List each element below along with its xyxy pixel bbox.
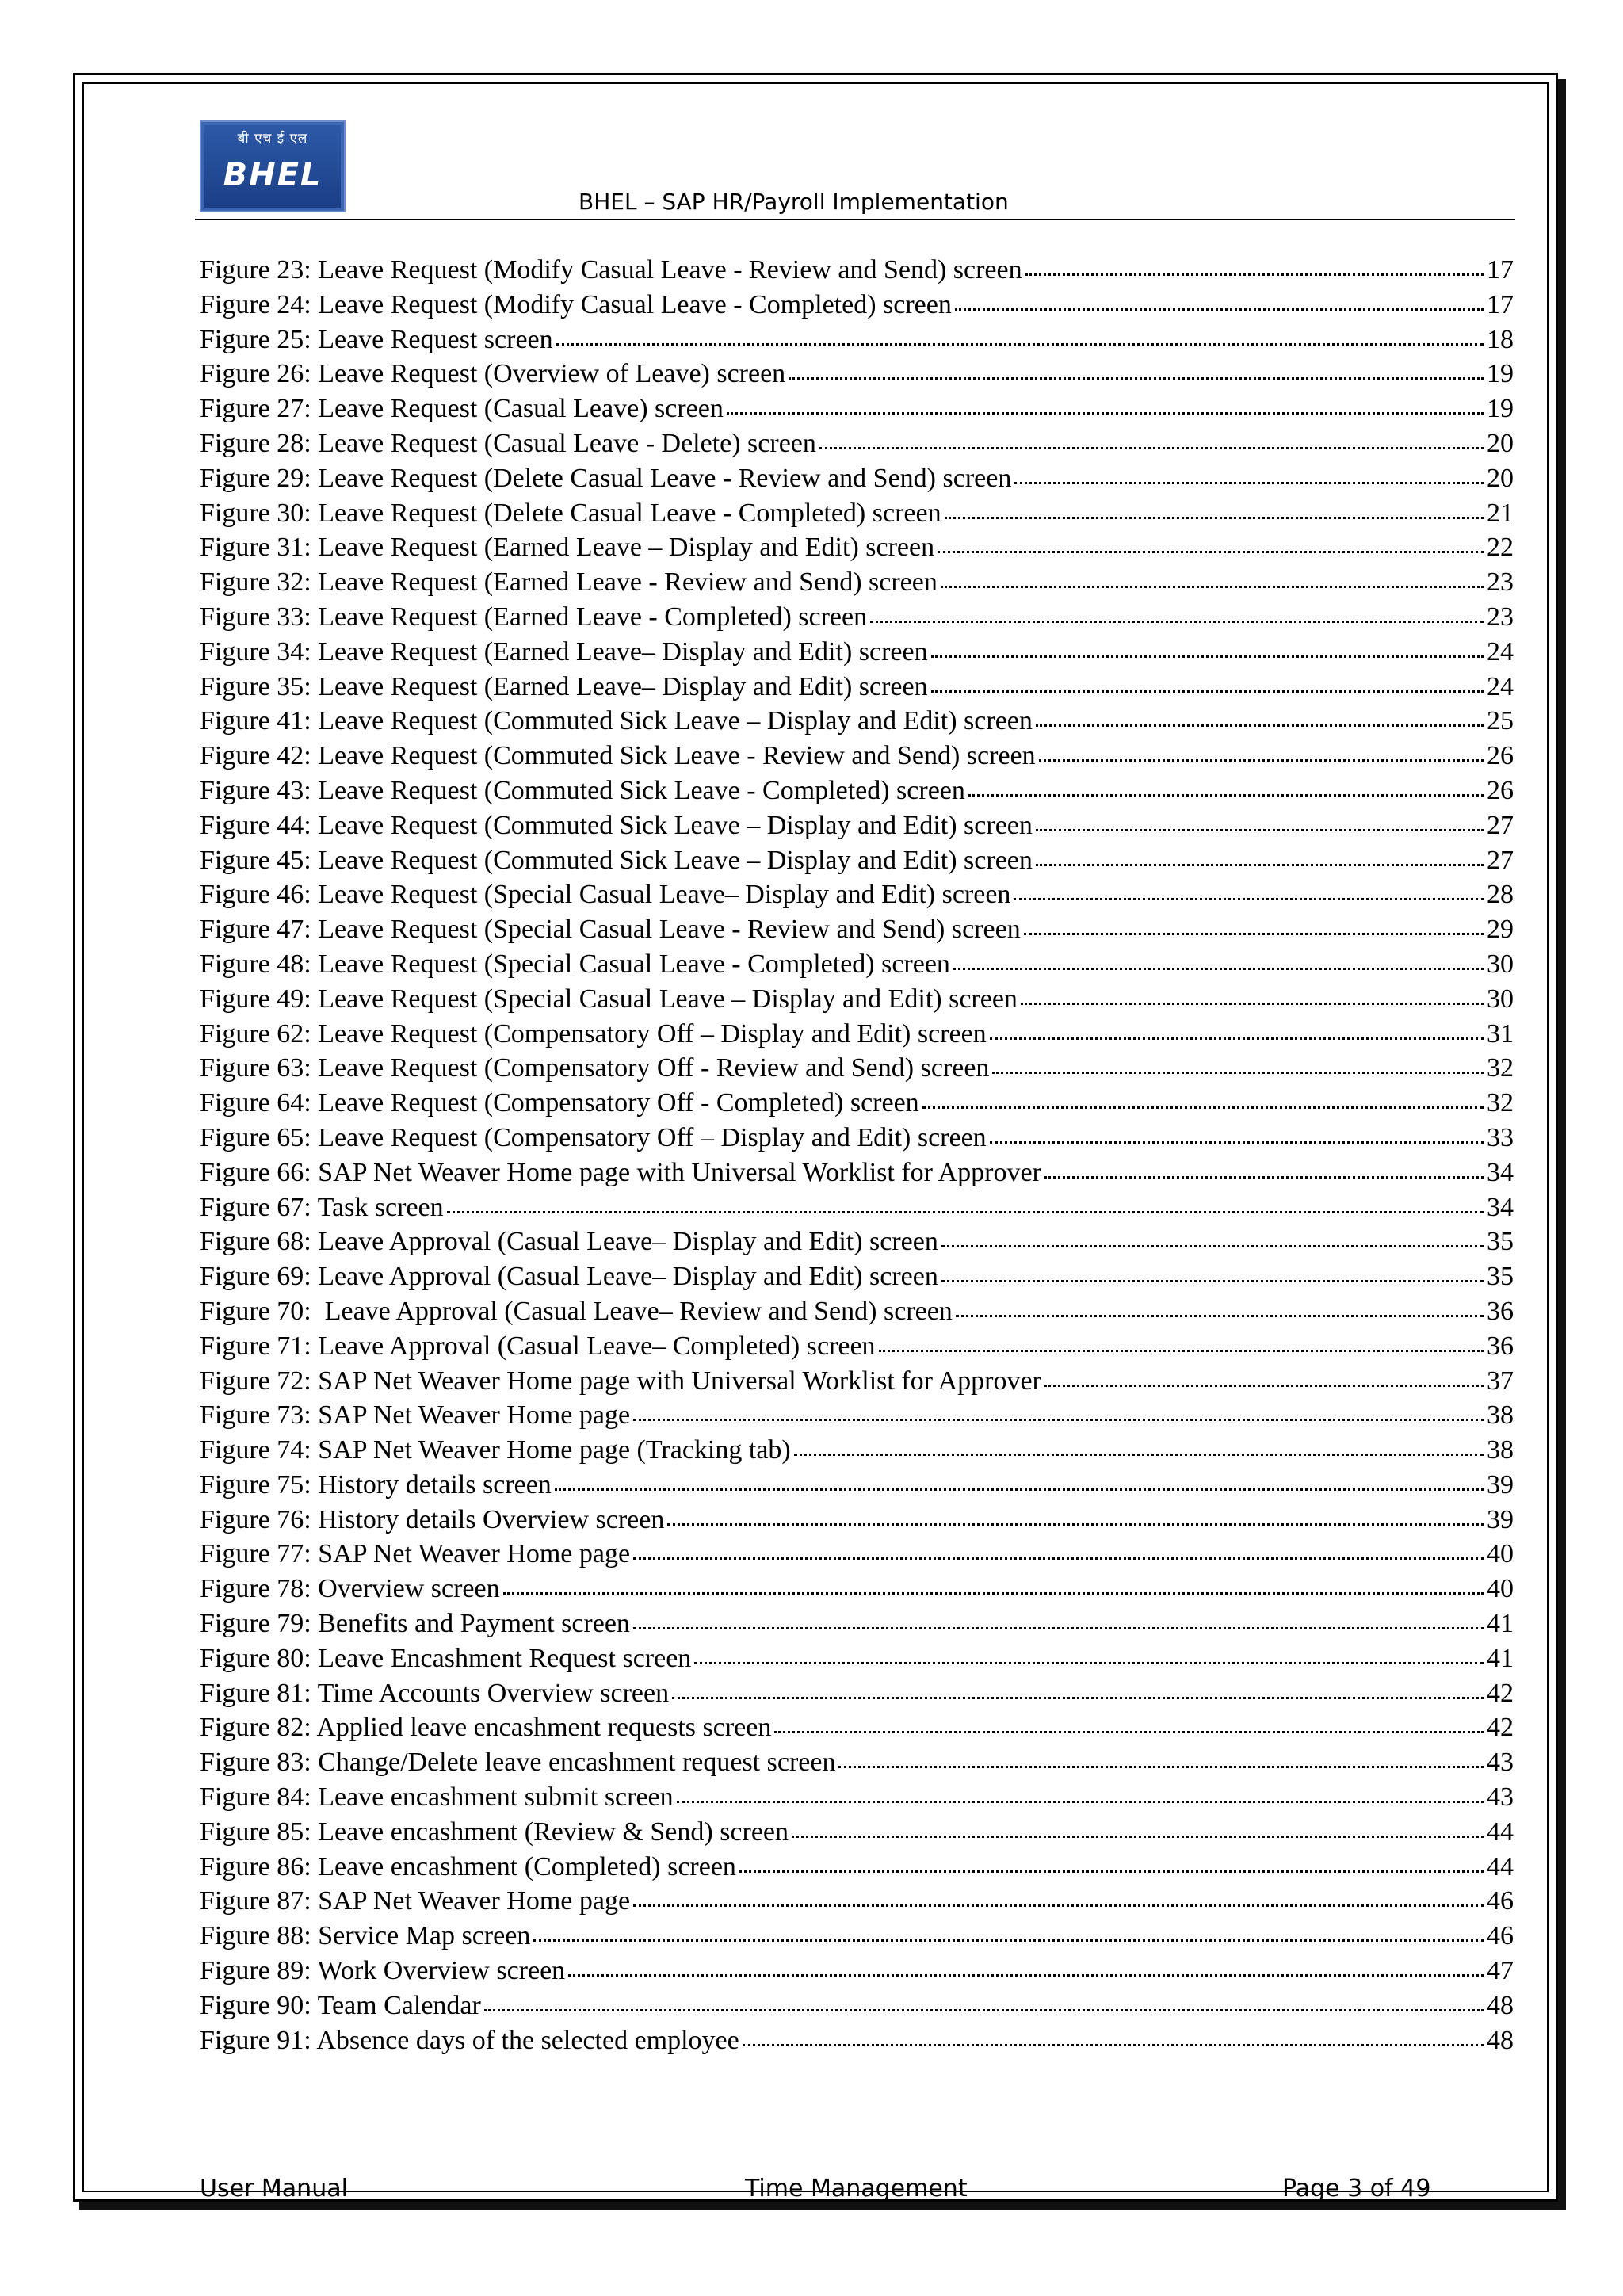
toc-entry[interactable] [200,811,1514,846]
toc-entry-page: 48 [1487,2025,1514,2055]
toc-dot-leader [667,1523,1484,1526]
toc-entry-label: Figure 71: Leave Approval (Casual Leave– Completed) screen [200,1331,876,1361]
toc-entry[interactable] [200,1470,1514,1505]
footer-page-number: Page 3 of 49 [1282,2175,1431,2202]
toc-dot-leader [1044,1176,1484,1179]
toc-entry-page: 17 [1487,255,1514,285]
toc-dot-leader [794,1454,1484,1456]
toc-entry-page: 21 [1487,498,1514,528]
toc-entry[interactable] [200,1713,1514,1748]
toc-entry-page: 23 [1487,602,1514,632]
toc-entry[interactable] [200,1679,1514,1713]
toc-entry-label: Figure 66: SAP Net Weaver Home page with Universal Worklist for Approver [200,1157,1041,1187]
toc-entry-label: Figure 91: Absence days of the selected employee [200,2025,739,2055]
toc-dot-leader [968,794,1484,797]
toc-dot-leader [533,1939,1484,1942]
toc-dot-leader [956,1315,1484,1317]
toc-entry[interactable] [200,984,1514,1019]
toc-entry-page: 42 [1487,1713,1514,1743]
toc-entry[interactable] [200,672,1514,707]
toc-dot-leader [556,343,1484,346]
toc-entry[interactable] [200,533,1514,567]
toc-entry[interactable] [200,325,1514,360]
toc-entry-label: Figure 87: SAP Net Weaver Home page [200,1886,631,1916]
toc-entry-page: 30 [1487,984,1514,1014]
toc-entry-page: 24 [1487,671,1514,701]
toc-entry-page: 36 [1487,1296,1514,1326]
toc-entry-page: 43 [1487,1748,1514,1778]
header-divider [195,219,1515,220]
toc-entry-label: Figure 63: Leave Request (Compensatory Off - Review and Send) screen [200,1053,990,1083]
toc-dot-leader [1039,759,1484,762]
toc-entry-page: 36 [1487,1331,1514,1361]
toc-dot-leader [633,1419,1484,1421]
toc-entry[interactable] [200,1852,1514,1887]
toc-entry-page: 43 [1487,1782,1514,1813]
toc-dot-leader [1014,898,1484,900]
toc-entry[interactable] [200,255,1514,290]
toc-entry-page: 46 [1487,1886,1514,1916]
toc-entry[interactable] [200,1991,1514,2026]
toc-entry[interactable] [200,1505,1514,1540]
toc-entry[interactable] [200,846,1514,881]
toc-entry-page: 39 [1487,1469,1514,1499]
toc-entry-label: Figure 62: Leave Request (Compensatory Off – Display and Edit) screen [200,1018,987,1049]
toc-entry-label: Figure 85: Leave encashment (Review & Send) screen [200,1817,789,1847]
toc-entry-page: 27 [1487,845,1514,875]
toc-entry-label: Figure 68: Leave Approval (Casual Leave– Display and Edit) screen [200,1227,938,1257]
toc-entry-label: Figure 70: Leave Approval (Casual Leave– Review and Send) screen [200,1296,953,1326]
footer-document-name: User Manual [200,2175,348,2202]
toc-entry-label: Figure 35: Leave Request (Earned Leave– Display and Edit) screen [200,671,928,701]
toc-dot-leader [633,1904,1484,1907]
toc-entry[interactable] [200,1539,1514,1574]
toc-dot-leader [922,1106,1484,1109]
toc-entry[interactable] [200,637,1514,672]
toc-entry-label: Figure 26: Leave Request (Overview of Leave) screen [200,359,786,389]
toc-entry-page: 41 [1487,1643,1514,1673]
toc-entry[interactable] [200,1019,1514,1054]
toc-dot-leader [870,621,1484,623]
toc-entry-page: 22 [1487,533,1514,563]
toc-entry[interactable] [200,1158,1514,1193]
toc-entry-page: 38 [1487,1435,1514,1465]
toc-entry-label: Figure 67: Task screen [200,1192,444,1222]
bhel-logo-hindi-text: बी एच ई एल [237,131,308,147]
toc-entry-label: Figure 78: Overview screen [200,1574,500,1604]
toc-entry[interactable] [200,602,1514,637]
toc-dot-leader [1024,933,1484,935]
toc-entry-label: Figure 45: Leave Request (Commuted Sick Leave – Display and Edit) screen [200,845,1033,875]
toc-entry[interactable] [200,1123,1514,1158]
toc-entry-label: Figure 32: Leave Request (Earned Leave - Review and Send) screen [200,567,938,598]
toc-entry-label: Figure 24: Leave Request (Modify Casual Leave - Completed) screen [200,289,952,319]
toc-entry-label: Figure 77: SAP Net Weaver Home page [200,1539,631,1569]
toc-entry-page: 34 [1487,1192,1514,1222]
toc-entry-page: 34 [1487,1157,1514,1187]
toc-dot-leader [1014,482,1484,484]
toc-dot-leader [941,1280,1484,1282]
toc-entry-page: 33 [1487,1122,1514,1152]
toc-dot-leader [955,308,1484,311]
toc-entry[interactable] [200,499,1514,533]
toc-dot-leader [931,655,1484,658]
footer-section-name: Time Management [745,2175,968,2202]
toc-entry[interactable] [200,359,1514,394]
toc-entry-page: 26 [1487,741,1514,771]
toc-entry-page: 28 [1487,880,1514,910]
toc-dot-leader [953,968,1484,970]
toc-dot-leader [743,2044,1484,2046]
toc-dot-leader [739,1870,1484,1873]
toc-dot-leader [819,447,1484,449]
page-header-title: BHEL – SAP HR/Payroll Implementation [579,189,1009,215]
toc-entry[interactable] [200,1262,1514,1297]
toc-entry-label: Figure 74: SAP Net Weaver Home page (Tracking tab) [200,1435,791,1465]
toc-entry-page: 46 [1487,1921,1514,1951]
toc-entry[interactable] [200,949,1514,984]
toc-entry[interactable] [200,464,1514,499]
toc-dot-leader [931,690,1484,693]
toc-entry[interactable] [200,1053,1514,1088]
toc-entry-page: 32 [1487,1053,1514,1083]
toc-entry-page: 47 [1487,1956,1514,1986]
toc-dot-leader [633,1627,1484,1629]
toc-dot-leader [1036,829,1484,831]
toc-entry-label: Figure 44: Leave Request (Commuted Sick Leave – Display and Edit) screen [200,810,1033,840]
toc-dot-leader [1036,864,1484,866]
toc-entry-label: Figure 25: Leave Request screen [200,324,553,354]
toc-entry[interactable] [200,1193,1514,1228]
toc-entry[interactable] [200,1609,1514,1644]
toc-dot-leader [941,586,1484,588]
toc-dot-leader [838,1766,1484,1768]
toc-entry-page: 19 [1487,394,1514,424]
toc-entry-label: Figure 47: Leave Request (Special Casual Leave - Review and Send) screen [200,915,1021,945]
toc-entry-label: Figure 34: Leave Request (Earned Leave– Display and Edit) screen [200,636,928,667]
toc-entry[interactable] [200,706,1514,741]
toc-entry-page: 20 [1487,463,1514,493]
toc-entry[interactable] [200,1366,1514,1401]
toc-dot-leader [879,1350,1484,1352]
toc-entry-label: Figure 64: Leave Request (Compensatory Off - Completed) screen [200,1088,919,1118]
toc-dot-leader [672,1697,1484,1699]
toc-entry-label: Figure 80: Leave Encashment Request screen [200,1643,692,1673]
toc-entry-label: Figure 84: Leave encashment submit screen [200,1782,674,1813]
toc-entry-page: 32 [1487,1088,1514,1118]
toc-entry[interactable] [200,1886,1514,1921]
toc-entry[interactable] [200,1921,1514,1956]
toc-entry-page: 17 [1487,289,1514,319]
toc-dot-leader [568,1974,1484,1977]
toc-entry[interactable] [200,1400,1514,1435]
toc-dot-leader [484,2009,1484,2011]
toc-entry-label: Figure 46: Leave Request (Special Casual Leave– Display and Edit) screen [200,880,1011,910]
toc-dot-leader [1025,273,1484,276]
toc-entry-label: Figure 69: Leave Approval (Casual Leave– Display and Edit) screen [200,1262,938,1292]
toc-entry-page: 40 [1487,1539,1514,1569]
toc-entry-page: 42 [1487,1678,1514,1708]
toc-entry[interactable] [200,1574,1514,1609]
toc-entry[interactable] [200,1331,1514,1366]
toc-dot-leader [990,1037,1484,1040]
bhel-logo [200,120,346,212]
toc-entry-label: Figure 72: SAP Net Weaver Home page with Universal Worklist for Approver [200,1366,1041,1396]
toc-dot-leader [1044,1385,1484,1387]
toc-dot-leader [727,412,1484,415]
toc-entry-label: Figure 75: History details screen [200,1469,552,1499]
toc-dot-leader [789,377,1484,380]
toc-entry-label: Figure 76: History details Overview screen [200,1504,665,1534]
toc-entry-label: Figure 49: Leave Request (Special Casual Leave – Display and Edit) screen [200,984,1018,1014]
toc-entry-label: Figure 27: Leave Request (Casual Leave) screen [200,394,724,424]
toc-entry-page: 48 [1487,1990,1514,2020]
toc-entry-page: 39 [1487,1504,1514,1534]
toc-dot-leader [555,1488,1484,1491]
toc-entry-label: Figure 23: Leave Request (Modify Casual Leave - Review and Send) screen [200,255,1022,285]
bhel-logo-wordmark: BHEL [223,157,323,193]
toc-entry-label: Figure 82: Applied leave encashment requests screen [200,1713,772,1743]
toc-entry[interactable] [200,1644,1514,1679]
toc-entry-page: 41 [1487,1609,1514,1639]
toc-entry-label: Figure 29: Leave Request (Delete Casual Leave - Review and Send) screen [200,463,1012,493]
toc-entry-page: 44 [1487,1851,1514,1881]
toc-entry-page: 35 [1487,1227,1514,1257]
toc-entry[interactable] [200,776,1514,811]
toc-entry-label: Figure 90: Team Calendar [200,1990,481,2020]
toc-entry-page: 40 [1487,1574,1514,1604]
toc-entry-label: Figure 88: Service Map screen [200,1921,531,1951]
toc-entry-label: Figure 42: Leave Request (Commuted Sick Leave - Review and Send) screen [200,741,1036,771]
toc-entry-page: 44 [1487,1817,1514,1847]
toc-entry-label: Figure 83: Change/Delete leave encashment request screen [200,1748,836,1778]
toc-entry[interactable] [200,1227,1514,1262]
toc-entry[interactable] [200,567,1514,602]
table-of-figures [200,255,1514,2060]
toc-entry[interactable] [200,1748,1514,1782]
toc-entry-page: 35 [1487,1262,1514,1292]
toc-dot-leader [447,1211,1484,1213]
toc-entry-label: Figure 86: Leave encashment (Completed) screen [200,1851,736,1881]
toc-dot-leader [945,517,1484,519]
toc-entry[interactable] [200,429,1514,464]
toc-entry[interactable] [200,290,1514,325]
toc-dot-leader [992,1072,1484,1074]
toc-dot-leader [503,1592,1484,1595]
toc-entry-page: 24 [1487,636,1514,667]
toc-entry-label: Figure 41: Leave Request (Commuted Sick Leave – Display and Edit) screen [200,706,1033,736]
toc-dot-leader [774,1731,1484,1733]
page-border-shadow-right [1558,79,1566,2208]
toc-dot-leader [1021,1003,1484,1005]
toc-entry-label: Figure 65: Leave Request (Compensatory Off – Display and Edit) screen [200,1122,987,1152]
toc-dot-leader [792,1836,1484,1838]
toc-entry[interactable] [200,880,1514,915]
toc-dot-leader [938,551,1484,553]
toc-entry-label: Figure 79: Benefits and Payment screen [200,1609,630,1639]
toc-entry-label: Figure 31: Leave Request (Earned Leave – Display and Edit) screen [200,533,935,563]
toc-entry-label: Figure 73: SAP Net Weaver Home page [200,1400,631,1431]
toc-entry-page: 23 [1487,567,1514,598]
toc-entry[interactable] [200,1088,1514,1123]
toc-entry-page: 29 [1487,915,1514,945]
toc-entry[interactable] [200,741,1514,776]
toc-entry[interactable] [200,1782,1514,1817]
toc-entry-label: Figure 33: Leave Request (Earned Leave - Completed) screen [200,602,868,632]
toc-dot-leader [1036,724,1484,727]
toc-entry-label: Figure 43: Leave Request (Commuted Sick Leave - Completed) screen [200,775,965,805]
toc-entry[interactable] [200,1956,1514,1991]
toc-entry[interactable] [200,915,1514,949]
toc-dot-leader [941,1245,1484,1247]
toc-entry-label: Figure 89: Work Overview screen [200,1956,566,1986]
toc-entry[interactable] [200,1435,1514,1470]
toc-entry-page: 37 [1487,1366,1514,1396]
toc-entry-page: 25 [1487,706,1514,736]
toc-entry[interactable] [200,1297,1514,1331]
toc-entry-label: Figure 30: Leave Request (Delete Casual Leave - Completed) screen [200,498,941,528]
toc-entry-label: Figure 28: Leave Request (Casual Leave - Delete) screen [200,428,816,458]
toc-entry[interactable] [200,394,1514,429]
toc-entry-page: 26 [1487,775,1514,805]
toc-dot-leader [677,1801,1484,1803]
toc-dot-leader [694,1662,1484,1664]
toc-entry-page: 31 [1487,1018,1514,1049]
toc-dot-leader [633,1557,1484,1560]
toc-dot-leader [990,1141,1484,1144]
toc-entry[interactable] [200,2026,1514,2061]
toc-entry-page: 18 [1487,324,1514,354]
toc-entry-label: Figure 48: Leave Request (Special Casual Leave - Completed) screen [200,949,950,979]
toc-entry[interactable] [200,1817,1514,1852]
toc-entry-page: 19 [1487,359,1514,389]
toc-entry-label: Figure 81: Time Accounts Overview screen [200,1678,670,1708]
toc-entry-page: 30 [1487,949,1514,979]
toc-entry-page: 20 [1487,428,1514,458]
toc-entry-page: 27 [1487,810,1514,840]
toc-entry-page: 38 [1487,1400,1514,1431]
page-border-shadow-bottom [79,2202,1566,2210]
